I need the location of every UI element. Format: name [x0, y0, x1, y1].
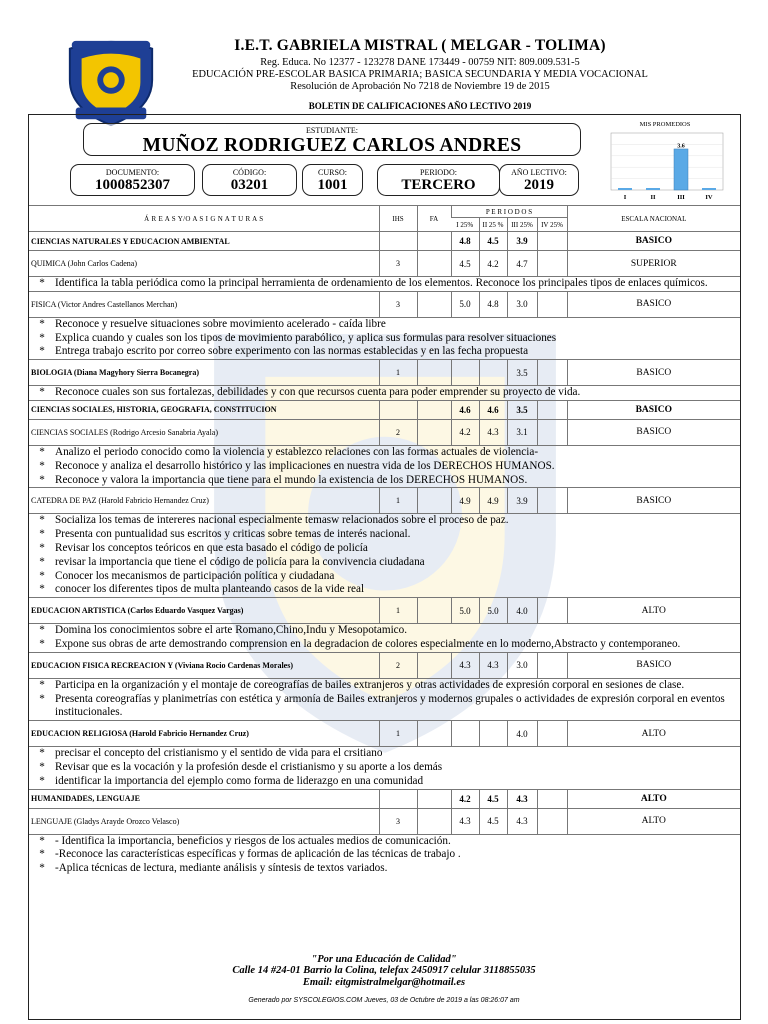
bullet-star-icon: * — [39, 569, 45, 582]
description-row — [29, 834, 740, 876]
description-row — [29, 624, 740, 653]
ihs-cell — [379, 400, 417, 419]
period-4-grade — [537, 232, 567, 251]
period-3-grade: 3.5 — [507, 360, 537, 386]
description-text: Expone sus obras de arte demostrando comprension en la degradacion de colores especialmente en lo moderno,Abstracto y contemporaneo. — [55, 637, 681, 650]
description-text: Presenta con puntualidad sus escritos y criticas sobre temas de interés nacional. — [55, 528, 411, 541]
period-1-grade: 4.8 — [451, 232, 479, 251]
student-label: ESTUDIANTE: — [306, 126, 358, 135]
subject-name: CIENCIAS SOCIALES (Rodrigo Arcesio Sanabria Ayala) — [29, 419, 379, 445]
year-box — [499, 164, 579, 196]
description-cell — [29, 514, 740, 598]
period-4-grade — [537, 598, 567, 624]
ihs-cell: 2 — [379, 419, 417, 445]
chart-plot-area — [611, 133, 723, 190]
chart-category-label: IV — [705, 194, 713, 201]
description-text: - Identifica la importancia, beneficios y riesgos de los actuales medios de comunicación. — [55, 834, 451, 847]
bullet-star-icon: * — [39, 331, 45, 344]
areas-header: Á R E A S Y/O A S I G N A T U R A S — [29, 206, 379, 232]
code-label: CÓDIGO: — [232, 168, 267, 177]
description-line — [29, 528, 736, 542]
description-line — [29, 848, 736, 862]
description-cell — [29, 834, 740, 876]
fa-cell — [417, 400, 451, 419]
subject-name: CIENCIAS SOCIALES, HISTORIA, GEOGRAFIA, CONSTITUCION — [29, 400, 379, 419]
fa-header: FA — [417, 206, 451, 232]
period-3-grade: 4.3 — [507, 789, 537, 808]
scale-value: BASICO — [567, 419, 740, 445]
period-2-grade: 4.3 — [479, 652, 507, 678]
description-row — [29, 514, 740, 598]
scale-value: BASICO — [567, 232, 740, 251]
period-3-grade: 3.5 — [507, 400, 537, 419]
subject-name: FISICA (Victor Andres Castellanos Merchan) — [29, 291, 379, 317]
period-2-grade: 4.5 — [479, 808, 507, 834]
scale-value: ALTO — [567, 789, 740, 808]
bullet-star-icon: * — [39, 747, 45, 760]
bullet-star-icon: * — [39, 528, 45, 541]
fa-cell — [417, 598, 451, 624]
bullet-star-icon: * — [39, 386, 45, 399]
description-line — [29, 693, 736, 721]
description-text: Identifica la tabla periódica como la principal herramienta de ordenamiento de los elementos. Reconoce los principales tipos de enlaces químicos. — [55, 277, 708, 289]
period-box — [377, 164, 500, 196]
subject-name: BIOLOGIA (Diana Magyhory Sierra Bocanegra) — [29, 360, 379, 386]
description-line — [29, 638, 736, 652]
bullet-star-icon: * — [39, 541, 45, 554]
description-row — [29, 747, 740, 789]
bullet-star-icon: * — [39, 678, 45, 691]
course-box — [302, 164, 363, 196]
ihs-cell: 2 — [379, 652, 417, 678]
period-4-grade — [537, 400, 567, 419]
table-header-row — [29, 206, 740, 218]
description-text: identificar la importancia del ejemplo como forma de liderazgo en una comunidad — [55, 774, 424, 787]
period-4-grade — [537, 789, 567, 808]
bullet-star-icon: * — [39, 692, 45, 705]
scale-value: BASICO — [567, 360, 740, 386]
description-line — [29, 570, 736, 584]
period-4-grade — [537, 291, 567, 317]
description-text: Explica cuando y cuales son los tipos de movimiento parabólico, y aplica sus formulas para resolver situaciones — [55, 331, 557, 344]
description-line — [29, 386, 736, 400]
subject-row — [29, 598, 740, 624]
description-cell — [29, 678, 740, 720]
area-row — [29, 400, 740, 419]
period-4-header: IV 25% — [537, 218, 567, 232]
chart-bar — [618, 188, 632, 190]
description-text: Domina los conocimientos sobre el arte Romano,Chino,Indu y Mesopotamico. — [55, 624, 408, 637]
chart-value-label: 3.6 — [677, 143, 685, 150]
period-4-grade — [537, 808, 567, 834]
description-text: Reconoce y analiza el desarrollo histórico y las implicaciones en nuestra vida de los DERECHOS HUMANOS. — [55, 459, 555, 472]
description-text: Reconoce y resuelve situaciones sobre movimiento acelerado - caída libre — [55, 317, 386, 330]
period-2-grade — [479, 721, 507, 747]
description-row — [29, 386, 740, 401]
chart-bar — [674, 149, 688, 190]
chart-bar — [646, 188, 660, 190]
fa-cell — [417, 232, 451, 251]
period-3-header: III 25% — [507, 218, 537, 232]
ihs-cell — [379, 789, 417, 808]
ihs-cell: 1 — [379, 598, 417, 624]
period-2-grade: 4.6 — [479, 400, 507, 419]
description-line — [29, 345, 736, 359]
description-cell — [29, 277, 740, 292]
school-name: I.E.T. GABRIELA MISTRAL ( MELGAR - TOLIMA) — [234, 37, 606, 54]
description-line — [29, 761, 736, 775]
description-text: Revisar que es la vocación y la profesión desde el cristianismo y su aporte a los demás — [55, 760, 443, 773]
student-name: MUÑOZ RODRIGUEZ CARLOS ANDRES — [142, 135, 522, 156]
fa-cell — [417, 360, 451, 386]
bullet-star-icon: * — [39, 848, 45, 861]
code-value: 03201 — [230, 177, 269, 193]
subject-row — [29, 360, 740, 386]
description-text: Participa en la organización y el montaje de coreografías de bailes extranjeros y otras actividades de expresión corporal en sesiones de clase. — [55, 678, 685, 691]
subject-row — [29, 419, 740, 445]
bullet-star-icon: * — [39, 445, 45, 458]
description-cell — [29, 445, 740, 487]
description-line — [29, 556, 736, 570]
bullet-star-icon: * — [39, 760, 45, 773]
period-1-grade: 4.9 — [451, 488, 479, 514]
description-line — [29, 332, 736, 346]
bullet-star-icon: * — [39, 774, 45, 787]
resolution-line: Resolución de Aprobación No 7218 de Noviembre 19 de 2015 — [290, 81, 550, 92]
document-label: DOCUMENTO: — [105, 168, 160, 177]
period-value: TERCERO — [401, 177, 476, 193]
area-row — [29, 232, 740, 251]
description-text: Reconoce y valora la importancia que tiene para el mundo la existencia de los DERECHOS HUMANOS. — [55, 473, 528, 486]
scale-value: BASICO — [567, 652, 740, 678]
period-3-grade: 4.0 — [507, 598, 537, 624]
subject-row — [29, 291, 740, 317]
year-label: AÑO LECTIVO: — [511, 168, 567, 177]
bullet-star-icon: * — [39, 583, 45, 596]
period-4-grade — [537, 652, 567, 678]
subject-row — [29, 488, 740, 514]
subject-name: HUMANIDADES, LENGUAJE — [29, 789, 379, 808]
period-1-grade: 5.0 — [451, 291, 479, 317]
description-text: revisar la importancia que tiene el código de policía para la convivencia ciudadana — [55, 555, 425, 568]
education-levels-line: EDUCACIÓN PRE-ESCOLAR BASICA PRIMARIA; BASICA SECUNDARIA Y MEDIA VOCACIONAL — [192, 69, 648, 80]
period-2-grade: 4.5 — [479, 232, 507, 251]
description-line — [29, 277, 736, 291]
description-text: precisar el concepto del cristianismo y el sentido de vida para el crsitiano — [55, 747, 383, 760]
area-row — [29, 789, 740, 808]
bullet-star-icon: * — [39, 345, 45, 358]
fa-cell — [417, 488, 451, 514]
document-box — [70, 164, 195, 196]
chart-bar — [702, 188, 716, 190]
grades-table — [29, 205, 740, 876]
averages-chart — [601, 117, 729, 203]
fa-cell — [417, 721, 451, 747]
subject-row — [29, 808, 740, 834]
description-line — [29, 460, 736, 474]
ihs-cell — [379, 232, 417, 251]
description-cell — [29, 624, 740, 653]
scale-value: ALTO — [567, 721, 740, 747]
period-2-grade: 4.3 — [479, 419, 507, 445]
scale-value: SUPERIOR — [567, 251, 740, 277]
description-line — [29, 446, 736, 460]
period-1-grade: 5.0 — [451, 598, 479, 624]
ihs-cell: 3 — [379, 291, 417, 317]
period-4-grade — [537, 251, 567, 277]
subject-row — [29, 251, 740, 277]
description-line — [29, 624, 736, 638]
description-row — [29, 678, 740, 720]
description-line — [29, 542, 736, 556]
period-2-grade: 5.0 — [479, 598, 507, 624]
bullet-star-icon: * — [39, 514, 45, 527]
scale-value: BASICO — [567, 488, 740, 514]
description-line — [29, 679, 736, 693]
ihs-cell: 1 — [379, 721, 417, 747]
ihs-cell: 1 — [379, 488, 417, 514]
description-text: Presenta coreografías y planimetrías con estética y armonía de Bailes extranjeros y modernos grupales o actividades de expresión corporal en eventos institucionales. — [55, 692, 725, 719]
footer-motto: "Por una Educación de Calidad" — [311, 954, 457, 965]
period-1-header: I 25% — [451, 218, 479, 232]
subject-row — [29, 652, 740, 678]
bullet-star-icon: * — [39, 317, 45, 330]
description-text: Revisar los conceptos teóricos en que esta basado el código de policía — [55, 541, 368, 554]
report-title: BOLETIN DE CALIFICACIONES AÑO LECTIVO 2019 — [308, 101, 532, 111]
period-3-grade: 3.0 — [507, 291, 537, 317]
period-4-grade — [537, 360, 567, 386]
description-row — [29, 277, 740, 292]
period-1-grade — [451, 721, 479, 747]
subject-name: EDUCACION FISICA RECREACION Y (Viviana Rocio Cardenas Morales) — [29, 652, 379, 678]
scale-header: ESCALA NACIONAL — [567, 206, 740, 232]
description-cell — [29, 317, 740, 359]
course-value: 1001 — [317, 177, 348, 193]
description-text: Reconoce cuales son sus fortalezas, debilidades y con que recursos cuenta para poder emprender su proyecto de vida. — [55, 386, 581, 399]
fa-cell — [417, 789, 451, 808]
subject-name: QUIMICA (John Carlos Cadena) — [29, 251, 379, 277]
footer-email: Email: eitgmistralmelgar@hotmail.es — [302, 977, 466, 988]
period-3-grade: 4.0 — [507, 721, 537, 747]
generated-note: Generado por SYSCOLEGIOS.COM Jueves, 03 de Octubre de 2019 a las 08:26:07 am — [248, 997, 520, 1004]
subject-name: CIENCIAS NATURALES Y EDUCACION AMBIENTAL — [29, 232, 379, 251]
description-text: -Reconoce las características específicas y formas de aplicación de las técnicas de trabajo . — [55, 848, 461, 861]
bullet-star-icon: * — [39, 473, 45, 486]
period-3-grade: 3.9 — [507, 232, 537, 251]
period-2-grade: 4.8 — [479, 291, 507, 317]
subject-name: LENGUAJE (Gladys Arayde Orozco Velasco) — [29, 808, 379, 834]
description-row — [29, 317, 740, 359]
period-1-grade: 4.6 — [451, 400, 479, 419]
document-value: 1000852307 — [95, 177, 170, 193]
fa-cell — [417, 419, 451, 445]
ihs-cell: 3 — [379, 251, 417, 277]
period-4-grade — [537, 419, 567, 445]
period-2-grade: 4.5 — [479, 789, 507, 808]
chart-category-label: III — [677, 194, 685, 201]
code-box — [202, 164, 297, 196]
period-2-grade — [479, 360, 507, 386]
subject-row — [29, 721, 740, 747]
scale-value: BASICO — [567, 400, 740, 419]
subject-name: EDUCACION RELIGIOSA (Harold Fabricio Hernandez Cruz) — [29, 721, 379, 747]
description-cell — [29, 386, 740, 401]
footer — [0, 954, 768, 989]
description-cell — [29, 747, 740, 789]
period-1-grade: 4.3 — [451, 652, 479, 678]
description-line — [29, 474, 736, 488]
subject-name: EDUCACION ARTISTICA (Carlos Eduardo Vasquez Vargas) — [29, 598, 379, 624]
course-label: CURSO: — [318, 168, 347, 177]
chart-category-label: II — [650, 194, 656, 201]
chart-title: MIS PROMEDIOS — [639, 121, 691, 128]
description-line — [29, 862, 736, 876]
description-line — [29, 835, 736, 849]
document-header — [0, 0, 768, 118]
period-3-grade: 3.9 — [507, 488, 537, 514]
period-2-header: II 25 % — [479, 218, 507, 232]
registration-line: Reg. Educa. No 12377 - 123278 DANE 173449 - 00759 NIT: 809.009.531-5 — [260, 57, 580, 68]
description-text: -Aplica técnicas de lectura, mediante análisis y síntesis de textos variados. — [55, 862, 388, 875]
chart-category-label: I — [623, 194, 627, 201]
scale-value: ALTO — [567, 808, 740, 834]
description-text: Conocer los mecanismos de participación política y ciudadana — [55, 569, 335, 582]
ihs-header: IHS — [379, 206, 417, 232]
period-1-grade: 4.2 — [451, 419, 479, 445]
report-card — [28, 114, 741, 1020]
description-text: conocer los diferentes tipos de multa planteando casos de la vide real — [55, 583, 365, 596]
bullet-star-icon: * — [39, 555, 45, 568]
description-line — [29, 775, 736, 789]
subject-name: CATEDRA DE PAZ (Harold Fabricio Hernandez Cruz) — [29, 488, 379, 514]
period-1-grade: 4.5 — [451, 251, 479, 277]
bullet-star-icon: * — [39, 459, 45, 472]
fa-cell — [417, 652, 451, 678]
bullet-star-icon: * — [39, 834, 45, 847]
description-line — [29, 514, 736, 528]
description-line — [29, 318, 736, 332]
student-box — [83, 123, 581, 156]
description-text: Analizo el periodo conocido como la violencia y establezco relaciones con las formas actuales de violencia- — [55, 445, 539, 458]
period-3-grade: 4.3 — [507, 808, 537, 834]
description-text: Entrega trabajo escrito por correo sobre experimento con las normas establecidas y en las fecha propuesta — [55, 345, 529, 358]
fa-cell — [417, 808, 451, 834]
scale-value: BASICO — [567, 291, 740, 317]
period-2-grade: 4.9 — [479, 488, 507, 514]
description-line — [29, 747, 736, 761]
fa-cell — [417, 291, 451, 317]
period-3-grade: 3.1 — [507, 419, 537, 445]
bullet-star-icon: * — [39, 637, 45, 650]
description-line — [29, 583, 736, 597]
period-4-grade — [537, 721, 567, 747]
fa-cell — [417, 251, 451, 277]
year-value: 2019 — [524, 177, 554, 193]
ihs-cell: 3 — [379, 808, 417, 834]
period-3-grade: 3.0 — [507, 652, 537, 678]
period-1-grade: 4.3 — [451, 808, 479, 834]
bullet-star-icon: * — [39, 862, 45, 875]
period-4-grade — [537, 488, 567, 514]
period-2-grade: 4.2 — [479, 251, 507, 277]
bullet-star-icon: * — [39, 624, 45, 637]
description-text: Socializa los temas de intereres nacional especialmente temasw relacionados sobre el proceso de paz. — [55, 514, 509, 527]
scale-value: ALTO — [567, 598, 740, 624]
period-1-grade: 4.2 — [451, 789, 479, 808]
period-1-grade — [451, 360, 479, 386]
bullet-star-icon: * — [39, 277, 45, 289]
period-label: PERIODO: — [420, 168, 457, 177]
ihs-cell: 1 — [379, 360, 417, 386]
periods-header: P E R I O D O S — [451, 206, 567, 218]
footer-address: Calle 14 #24-01 Barrio la Colina, telefax 2450917 celular 3118855035 — [232, 965, 536, 976]
description-row — [29, 445, 740, 487]
period-3-grade: 4.7 — [507, 251, 537, 277]
